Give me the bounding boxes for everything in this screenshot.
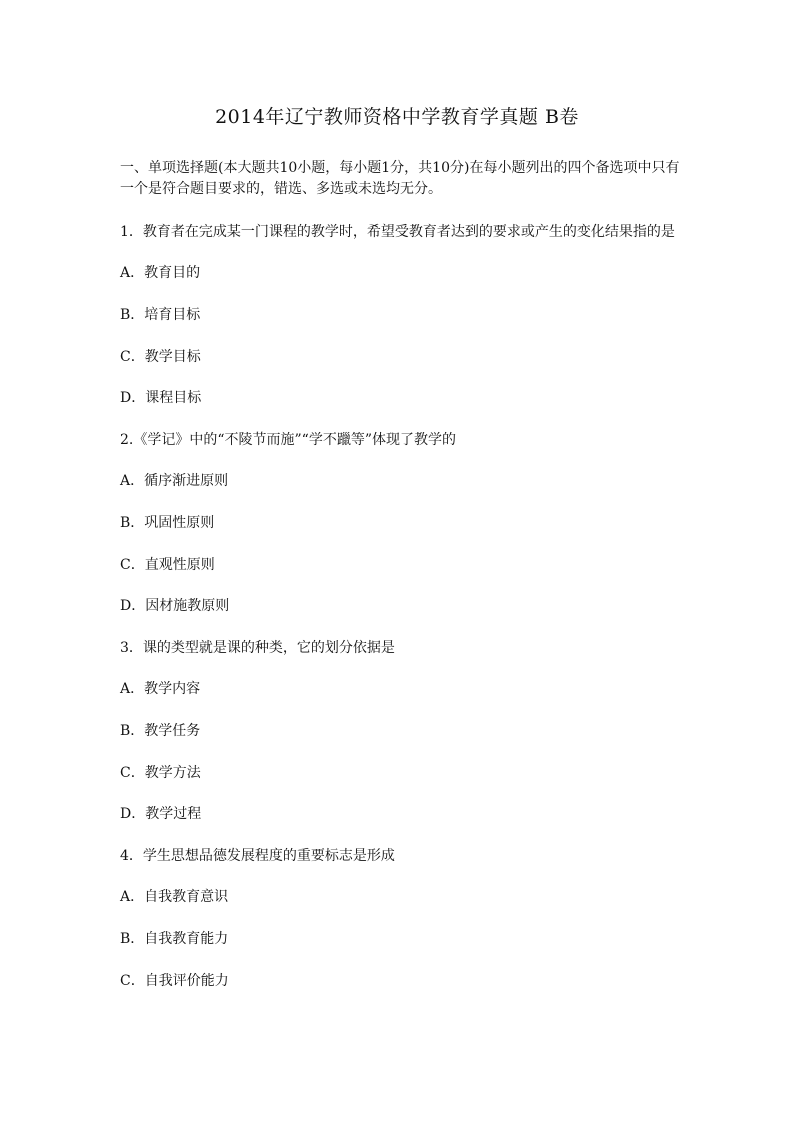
- question-1-option-d: D．课程目标: [120, 390, 202, 406]
- question-2-option-a: A．循序渐进原则: [120, 473, 229, 489]
- question-2-option-b: B．巩固性原则: [120, 515, 215, 531]
- question-3-option-a: A．教学内容: [120, 681, 201, 697]
- question-3-option-b: B．教学任务: [120, 723, 201, 739]
- question-2-option-c: C．直观性原则: [120, 557, 215, 573]
- question-4-option-c: C．自我评价能力: [120, 973, 229, 989]
- question-1-option-a: A．教育目的: [120, 265, 201, 281]
- document-title: 2014年辽宁教师资格中学教育学真题 B卷: [215, 106, 579, 128]
- question-stem-4: 4．学生思想品德发展程度的重要标志是形成: [120, 848, 395, 864]
- question-2-option-d: D．因材施教原则: [120, 598, 230, 614]
- question-4-option-a: A．自我教育意识: [120, 889, 229, 905]
- question-3-option-c: C．教学方法: [120, 765, 201, 781]
- question-stem-2: 2.《学记》中的“不陵节而施”“学不躐等”体现了教学的: [120, 432, 456, 448]
- question-1-option-b: B．培育目标: [120, 307, 201, 323]
- section-instructions: 一、单项选择题(本大题共10小题，每小题1分，共10分)在每小题列出的四个备选项中只有一个是符合题目要求的，错选、多选或未选均无分。: [120, 160, 680, 197]
- question-3-option-d: D．教学过程: [120, 806, 202, 822]
- question-stem-1: 1．教育者在完成某一门课程的教学时，希望受教育者达到的要求或产生的变化结果指的是: [120, 224, 675, 240]
- question-stem-3: 3．课的类型就是课的种类，它的划分依据是: [120, 640, 395, 656]
- question-4-option-b: B．自我教育能力: [120, 931, 229, 947]
- question-1-option-c: C．教学目标: [120, 349, 201, 365]
